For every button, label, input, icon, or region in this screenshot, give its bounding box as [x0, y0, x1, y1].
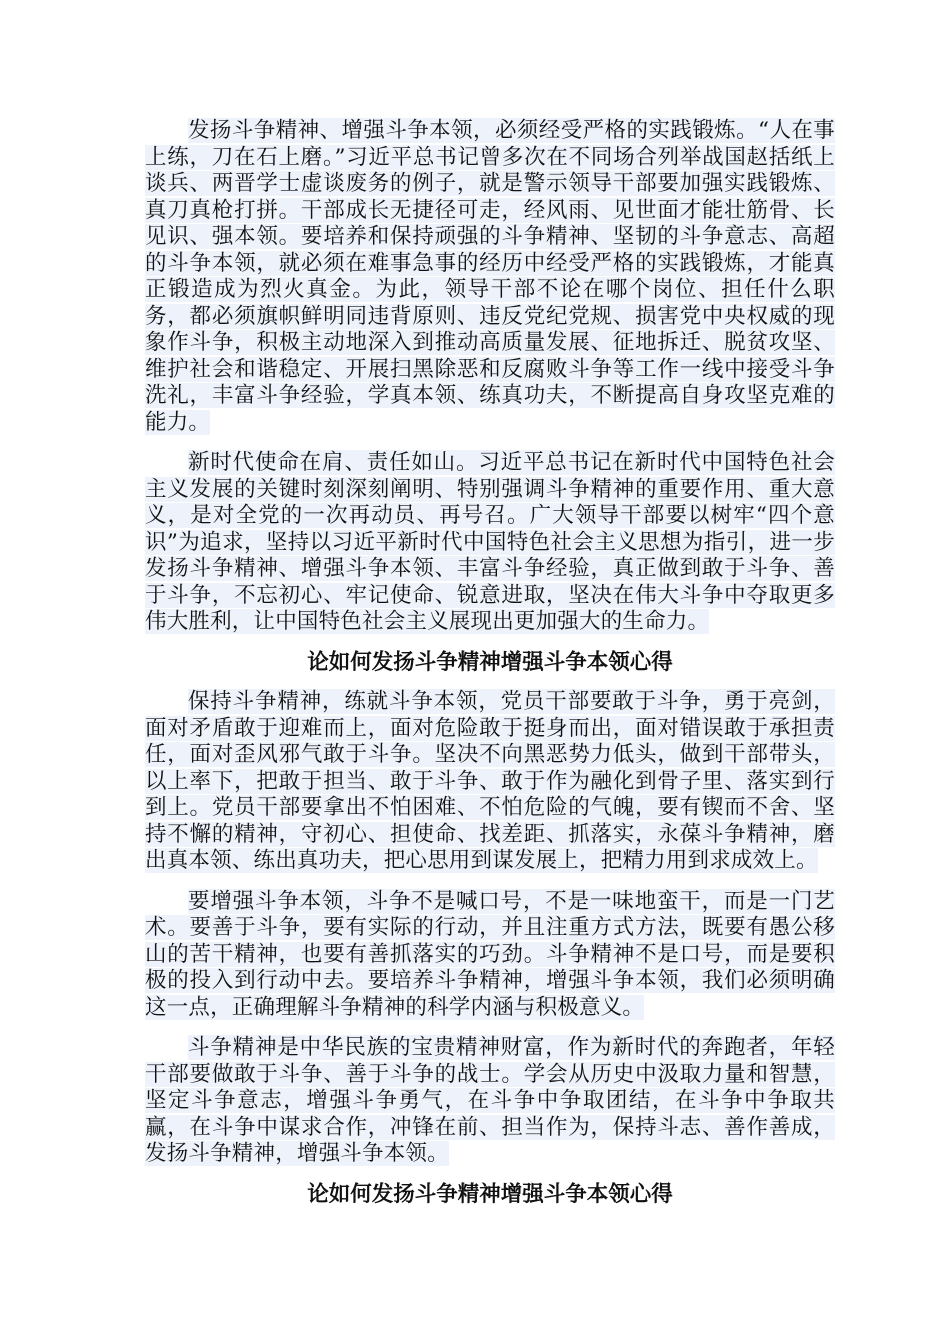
document-page: [145, 118, 835, 1221]
paragraph-enhance-skills: [145, 889, 835, 1022]
paragraph-text: 新时代使命在肩、责任如山。习近平总书记在新时代中国特色社会主义发展的关键时刻深刻阐明、特别强调斗争精神的重要作用、重大意义，是对全党的一次再动员、再号召。广大领导干部要以树牢“四个意识”为追求，坚持以习近平新时代中国特色社会主义思想为指引，进一步发扬斗争精神、增强斗争本领、丰富斗争经验，真正做到敢于斗争、善于斗争，不忘初心、牢记使命、锐意进取，坚决在伟大斗争中夺取更多伟大胜利，让中国特色社会主义展现出更加强大的生命力。: [145, 450, 835, 634]
paragraph-keep-fighting-spirit: [145, 689, 835, 875]
section-heading-repeat: 论如何发扬斗争精神增强斗争本领心得: [307, 1181, 673, 1207]
paragraph-text: 发扬斗争精神、增强斗争本领，必须经受严格的实践锻炼。“人在事上练，刀在石上磨。”习近平总书记曾多次在不同场合列举战国赵括纸上谈兵、两晋学士虚谈废务的例子，就是警示领导干部要加强实践锻炼、真刀真枪打拼。干部成长无捷径可走，经风雨、见世面才能壮筋骨、长见识、强本领。要培养和保持顽强的斗争精神、坚韧的斗争意志、高超的斗争本领，就必须在难事急事的经历中经受严格的实践锻炼，才能真正锻造成为烈火真金。为此，领导干部不论在哪个岗位、担任什么职务，都必须旗帜鲜明同违背原则、违反党纪党规、损害党中央权威的现象作斗争，积极主动地深入到推动高质量发展、征地拆迁、脱贫攻坚、维护社会和谐稳定、开展扫黑除恶和反腐败斗争等工作一线中接受斗争洗礼，丰富斗争经验，学真本领、练真功夫，不断提高自身攻坚克难的能力。: [145, 118, 835, 435]
paragraph-practice-training: [145, 118, 835, 436]
paragraph-text: 要增强斗争本领，斗争不是喊口号，不是一味地蛮干，而是一门艺术。要善于斗争，要有实际的行动，并且注重方式方法，既要有愚公移山的苦干精神，也要有善抓落实的巧劲。斗争精神不是口号，而是要积极的投入到行动中去。要培养斗争精神，增强斗争本领，我们必须明确这一点，正确理解斗争精神的科学内涵与积极意义。: [145, 888, 835, 1020]
paragraph-text: 斗争精神是中华民族的宝贵精神财富，作为新时代的奔跑者，年轻干部要做敢于斗争、善于斗争的战士。学会从历史中汲取力量和智慧，坚定斗争意志，增强斗争勇气，在斗争中争取团结，在斗争中争取共赢，在斗争中谋求合作，冲锋在前、担当作为，保持斗志、善作善成，发扬斗争精神，增强斗争本领。: [145, 1035, 835, 1166]
paragraph-national-spirit: [145, 1035, 835, 1168]
section-heading: 论如何发扬斗争精神增强斗争本领心得: [307, 649, 673, 675]
paragraph-text: 保持斗争精神，练就斗争本领，党员干部要敢于斗争，勇于亮剑，面对矛盾敢于迎难而上，面对危险敢于挺身而出，面对错误敢于承担责任，面对歪风邪气敢于斗争。坚决不向黑恶势力低头，做到干部带头，以上率下，把敢于担当、敢于斗争、敢于作为融化到骨子里、落实到行到上。党员干部要拿出不怕困难、不怕危险的气魄，要有锲而不舍、坚持不懈的精神，守初心、担使命、找差距、抓落实，永葆斗争精神，磨出真本领、练出真功夫，把心思用到谋发展上，把精力用到求成效上。: [145, 689, 835, 873]
paragraph-new-era-mission: [145, 450, 835, 636]
